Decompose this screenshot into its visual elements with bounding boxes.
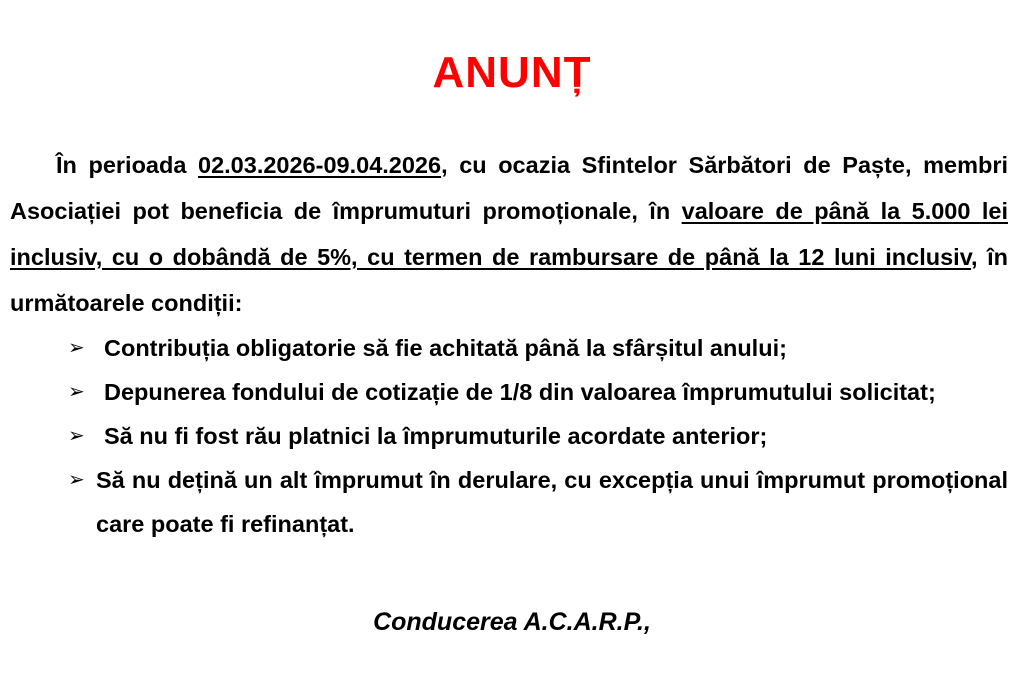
intro-text-end: , în următoarele condiții: (10, 244, 1008, 316)
announcement-title: ANUNȚ (432, 48, 592, 97)
announcement-intro (10, 142, 1008, 326)
intro-text-start: În perioada (56, 152, 199, 178)
condition-item (68, 370, 1008, 414)
arrow-bullet-icon: ➢ (68, 425, 85, 447)
arrow-bullet-icon: ➢ (68, 337, 85, 359)
promotion-period: 02.03.2026-09.04.2026 (198, 152, 442, 178)
signature-line: Conducerea A.C.A.R.P., (373, 608, 651, 636)
condition-text: Să nu dețină un alt împrumut în derulare, cu excepția unui împrumut promoțional care poate fi refinanțat. (96, 467, 1008, 537)
condition-item (68, 414, 904, 458)
intro-text-middle: , cu ocazia Sfintelor Sărbători de Paște, membri Asociației pot beneficia de împrumuturi promoționale, în (10, 152, 1009, 224)
condition-text: Să nu fi fost rău platnici la împrumuturile acordate anterior; (104, 423, 768, 449)
condition-text: Contribuția obligatorie să fie achitată până la sfârșitul anului; (104, 335, 787, 361)
condition-item (68, 326, 916, 370)
loan-terms: valoare de până la 5.000 lei inclusiv, cu o dobândă de 5%, cu termen de rambursare de până la 12 luni inclusiv (10, 198, 1009, 270)
arrow-bullet-icon: ➢ (68, 381, 85, 403)
arrow-bullet-icon: ➢ (68, 469, 85, 491)
condition-item (68, 458, 1008, 546)
conditions-list (0, 326, 1024, 546)
condition-text: Depunerea fondului de cotizație de 1/8 din valoarea împrumutului solicitat; (104, 379, 936, 405)
